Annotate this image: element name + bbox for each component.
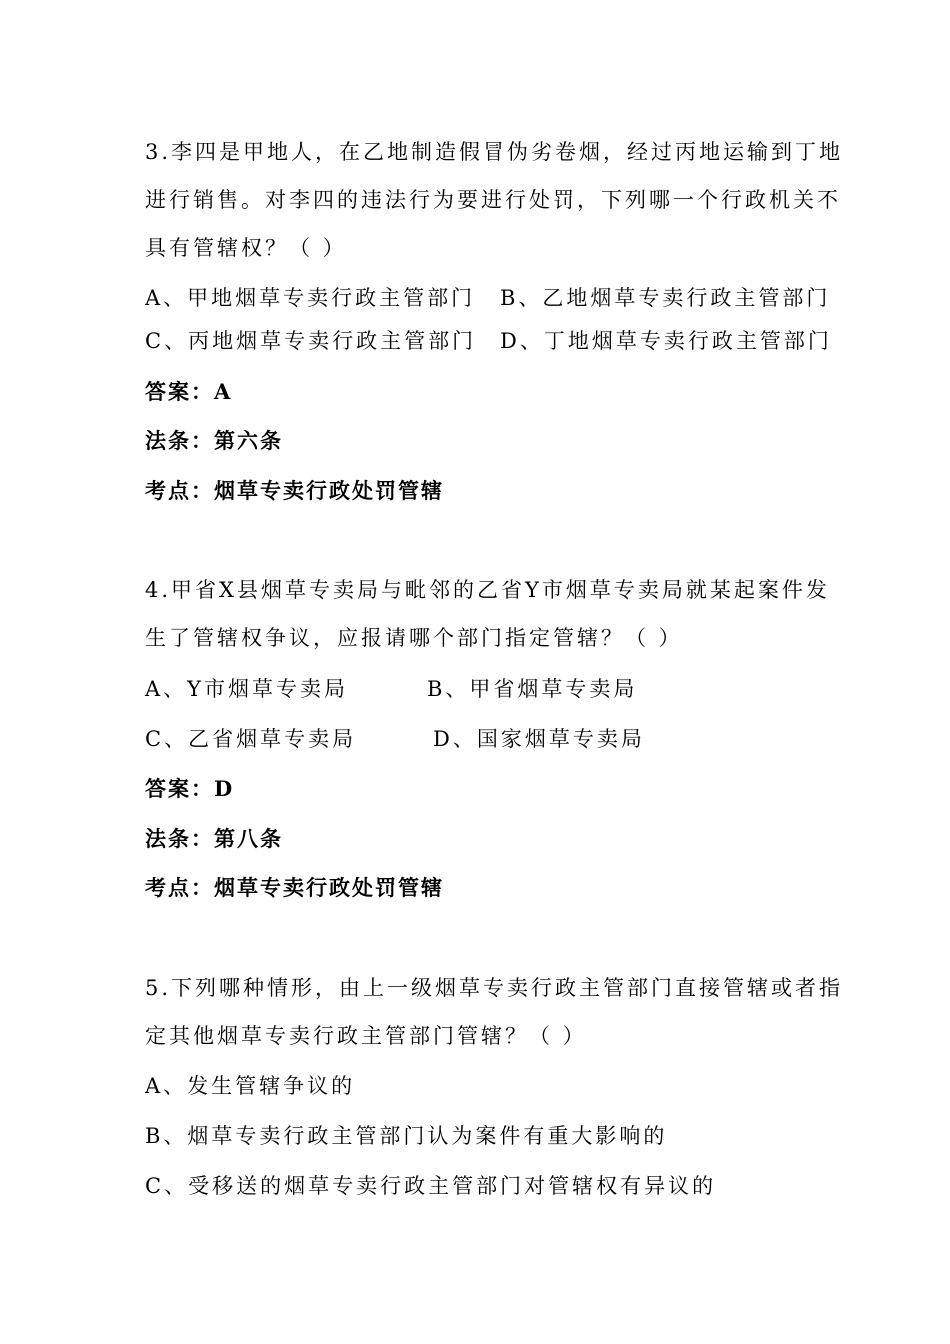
q3-law: 法条：第六条 (145, 428, 283, 453)
q4-option-c: C、乙省烟草专卖局 (145, 727, 357, 751)
q3-stem-line-1: 3.李四是甲地人，在乙地制造假冒伪劣卷烟，经过丙地运输到丁地 (145, 140, 844, 164)
q4-law: 法条：第八条 (145, 826, 283, 851)
q4-point: 考点：烟草专卖行政处罚管辖 (145, 875, 444, 900)
q4-option-b: B、甲省烟草专卖局 (427, 677, 638, 701)
q3-option-d: D、丁地烟草专卖行政主管部门 (500, 329, 832, 353)
q3-option-a: A、甲地烟草专卖行政主管部门 (145, 286, 476, 310)
q3-stem-line-2: 进行销售。对李四的违法行为要进行处罚，下列哪一个行政机关不 (145, 188, 841, 212)
q3-point: 考点：烟草专卖行政处罚管辖 (145, 478, 444, 503)
q4-stem-line-1: 4.甲省X县烟草专卖局与毗邻的乙省Y市烟草专卖局就某起案件发 (145, 578, 830, 602)
q5-option-b: B、烟草专卖行政主管部门认为案件有重大影响的 (145, 1124, 668, 1148)
q3-stem-line-3: 具有管辖权？（ ） (145, 236, 347, 260)
q4-option-d: D、国家烟草专卖局 (433, 727, 645, 751)
q5-stem-line-2: 定其他烟草专卖行政主管部门管辖？（ ） (145, 1024, 587, 1048)
q4-answer: 答案：D (145, 776, 235, 801)
q3-option-c: C、丙地烟草专卖行政主管部门 (145, 329, 477, 353)
q5-option-c: C、受移送的烟草专卖行政主管部门对管辖权有异议的 (145, 1174, 717, 1198)
q4-stem-line-2: 生了管辖权争议，应报请哪个部门指定管辖？（ ） (145, 626, 683, 650)
q3-option-b: B、乙地烟草专卖行政主管部门 (500, 286, 831, 310)
q5-option-a: A、发生管辖争议的 (145, 1074, 356, 1098)
q5-stem-line-1: 5.下列哪种情形，由上一级烟草专卖行政主管部门直接管辖或者指 (145, 976, 844, 1000)
q4-option-a: A、Y市烟草专卖局 (145, 677, 349, 701)
q3-answer: 答案：A (145, 379, 233, 404)
